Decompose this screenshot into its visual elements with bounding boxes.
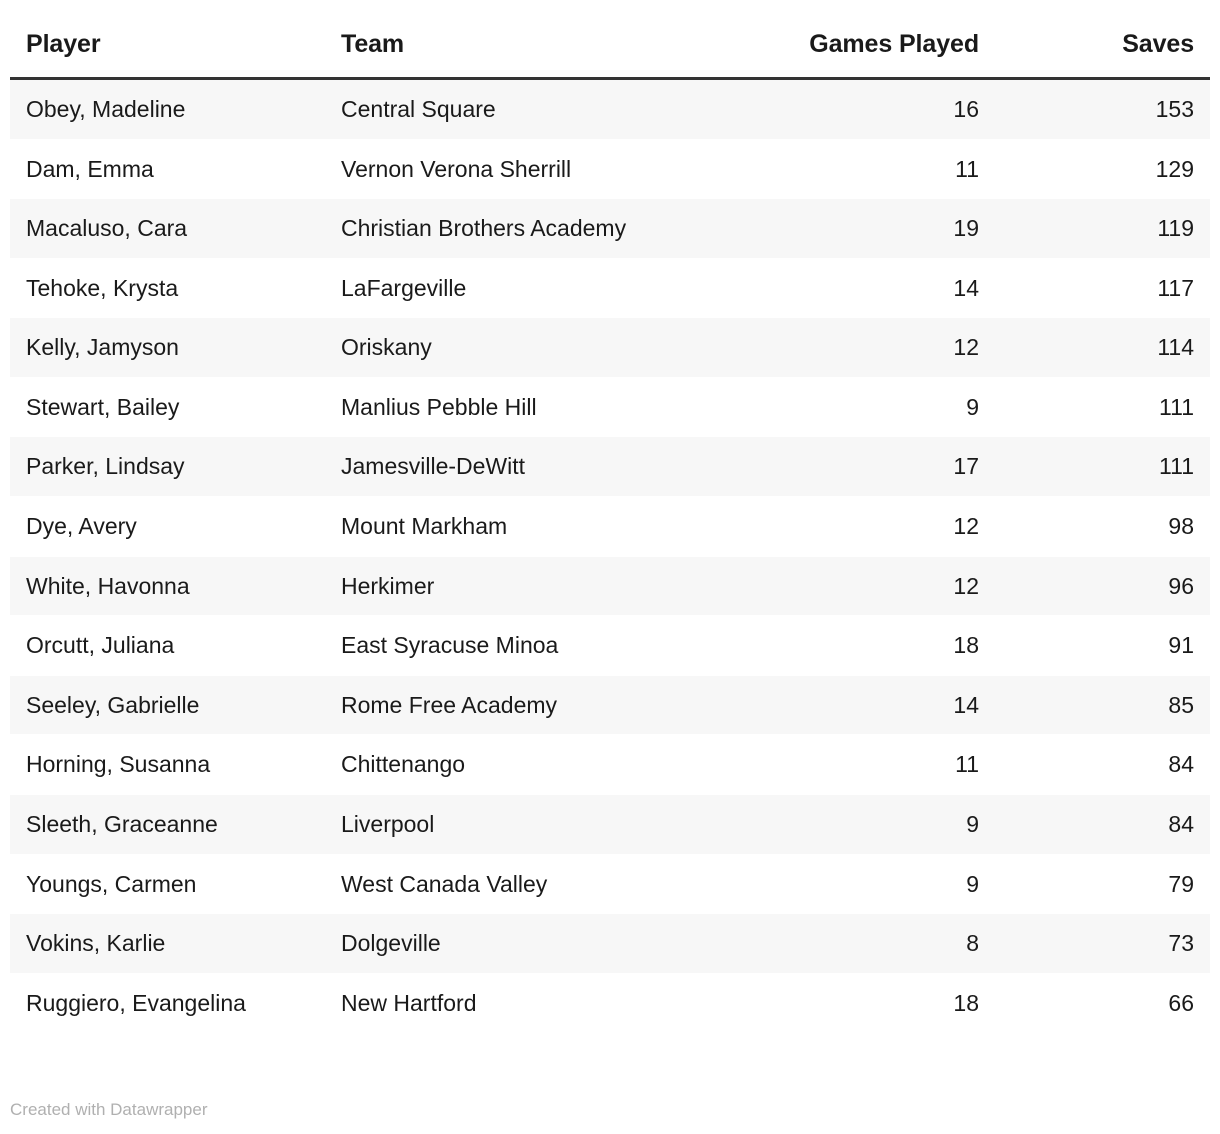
- cell-team: West Canada Valley: [325, 854, 705, 914]
- cell-saves: 98: [995, 497, 1210, 557]
- cell-player: Kelly, Jamyson: [10, 318, 325, 378]
- cell-team: Herkimer: [325, 556, 705, 616]
- datawrapper-credit[interactable]: Created with Datawrapper: [10, 1100, 208, 1119]
- cell-player: Stewart, Bailey: [10, 377, 325, 437]
- cell-player: Youngs, Carmen: [10, 854, 325, 914]
- cell-games-played: 18: [705, 616, 995, 676]
- cell-games-played: 14: [705, 258, 995, 318]
- cell-team: Jamesville-DeWitt: [325, 437, 705, 497]
- cell-saves: 73: [995, 914, 1210, 974]
- cell-player: Ruggiero, Evangelina: [10, 973, 325, 1033]
- table-row: [10, 914, 1210, 974]
- cell-games-played: 12: [705, 497, 995, 557]
- cell-team: Liverpool: [325, 794, 705, 854]
- cell-team: Vernon Verona Sherrill: [325, 139, 705, 199]
- cell-games-played: 17: [705, 437, 995, 497]
- cell-player: Dye, Avery: [10, 497, 325, 557]
- cell-player: Seeley, Gabrielle: [10, 675, 325, 735]
- cell-saves: 153: [995, 79, 1210, 140]
- cell-player: White, Havonna: [10, 556, 325, 616]
- table-row: [10, 616, 1210, 676]
- cell-saves: 91: [995, 616, 1210, 676]
- table-row: [10, 377, 1210, 437]
- table-row: [10, 675, 1210, 735]
- cell-team: New Hartford: [325, 973, 705, 1033]
- cell-team: Manlius Pebble Hill: [325, 377, 705, 437]
- table-chart-container: [0, 30, 1220, 1134]
- table-row: [10, 199, 1210, 259]
- column-header-games-played[interactable]: Games Played: [705, 30, 995, 79]
- cell-saves: 84: [995, 794, 1210, 854]
- cell-saves: 111: [995, 377, 1210, 437]
- cell-saves: 117: [995, 258, 1210, 318]
- table-row: [10, 258, 1210, 318]
- column-header-team[interactable]: Team: [325, 30, 705, 79]
- cell-saves: 85: [995, 675, 1210, 735]
- table-row: [10, 556, 1210, 616]
- cell-player: Sleeth, Graceanne: [10, 794, 325, 854]
- cell-games-played: 14: [705, 675, 995, 735]
- cell-player: Tehoke, Krysta: [10, 258, 325, 318]
- cell-games-played: 16: [705, 79, 995, 140]
- cell-saves: 84: [995, 735, 1210, 795]
- cell-team: LaFargeville: [325, 258, 705, 318]
- cell-player: Horning, Susanna: [10, 735, 325, 795]
- cell-team: Rome Free Academy: [325, 675, 705, 735]
- cell-player: Dam, Emma: [10, 139, 325, 199]
- cell-saves: 96: [995, 556, 1210, 616]
- cell-team: Chittenango: [325, 735, 705, 795]
- cell-team: Dolgeville: [325, 914, 705, 974]
- cell-team: Mount Markham: [325, 497, 705, 557]
- cell-team: Christian Brothers Academy: [325, 199, 705, 259]
- table-row: [10, 735, 1210, 795]
- cell-player: Orcutt, Juliana: [10, 616, 325, 676]
- cell-saves: 66: [995, 973, 1210, 1033]
- cell-games-played: 12: [705, 556, 995, 616]
- cell-games-played: 11: [705, 139, 995, 199]
- cell-saves: 129: [995, 139, 1210, 199]
- cell-games-played: 11: [705, 735, 995, 795]
- table-row: [10, 437, 1210, 497]
- cell-player: Macaluso, Cara: [10, 199, 325, 259]
- cell-games-played: 9: [705, 794, 995, 854]
- cell-games-played: 9: [705, 854, 995, 914]
- column-header-player[interactable]: Player: [10, 30, 325, 79]
- cell-games-played: 8: [705, 914, 995, 974]
- cell-games-played: 9: [705, 377, 995, 437]
- cell-player: Obey, Madeline: [10, 79, 325, 140]
- cell-team: Central Square: [325, 79, 705, 140]
- table-row: [10, 497, 1210, 557]
- table-row: [10, 973, 1210, 1033]
- cell-saves: 114: [995, 318, 1210, 378]
- stats-table: [10, 30, 1210, 1033]
- table-row: [10, 139, 1210, 199]
- cell-team: Oriskany: [325, 318, 705, 378]
- cell-saves: 111: [995, 437, 1210, 497]
- table-row: [10, 854, 1210, 914]
- table-header-row: [10, 30, 1210, 79]
- cell-games-played: 18: [705, 973, 995, 1033]
- cell-team: East Syracuse Minoa: [325, 616, 705, 676]
- cell-games-played: 12: [705, 318, 995, 378]
- table-row: [10, 79, 1210, 140]
- cell-saves: 119: [995, 199, 1210, 259]
- table-body: [10, 79, 1210, 1033]
- cell-games-played: 19: [705, 199, 995, 259]
- column-header-saves[interactable]: Saves: [995, 30, 1210, 79]
- table-row: [10, 318, 1210, 378]
- cell-player: Parker, Lindsay: [10, 437, 325, 497]
- cell-saves: 79: [995, 854, 1210, 914]
- table-header: [10, 30, 1210, 79]
- cell-player: Vokins, Karlie: [10, 914, 325, 974]
- table-row: [10, 794, 1210, 854]
